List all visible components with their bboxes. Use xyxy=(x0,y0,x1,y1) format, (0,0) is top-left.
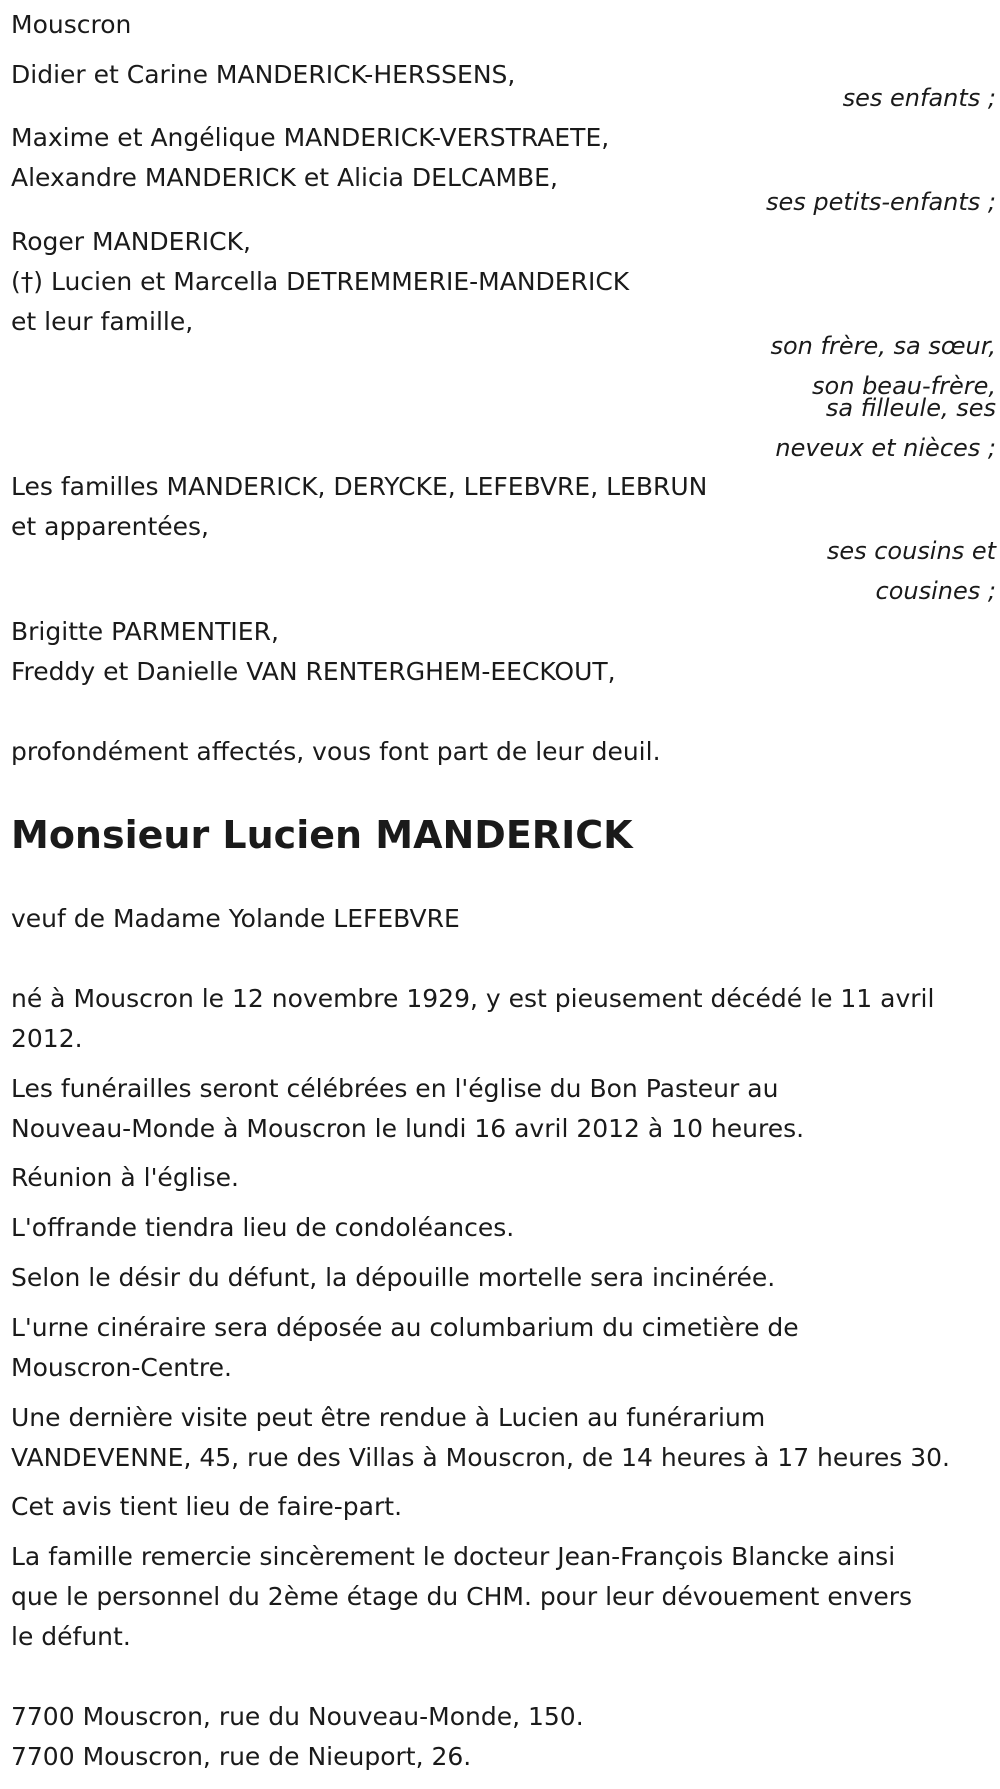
urn-line-1: L'urne cinéraire sera déposée au columbarium du cimetière de xyxy=(11,1313,799,1342)
relation-children: ses enfants ; xyxy=(842,84,996,112)
location-header: Mouscron xyxy=(11,10,132,39)
funeral-line-2: Nouveau-Monde à Mouscron le lundi 16 avril 2012 à 10 heures. xyxy=(11,1114,805,1143)
family-siblings-name-3: et leur famille, xyxy=(11,307,194,336)
family-children-name-1: Didier et Carine MANDERICK-HERSSENS, xyxy=(11,60,516,89)
widower-line: veuf de Madame Yolande LEFEBVRE xyxy=(11,904,460,933)
meeting-line: Réunion à l'église. xyxy=(11,1163,239,1192)
relation-siblings-3: sa filleule, ses xyxy=(825,394,996,422)
funeral-line-1: Les funérailles seront célébrées en l'église du Bon Pasteur au xyxy=(11,1074,779,1103)
deceased-name: Monsieur Lucien MANDERICK xyxy=(11,813,633,857)
relation-siblings-2: son beau-frère, xyxy=(812,372,996,400)
thanks-line-2: que le personnel du 2ème étage du CHM. pour leur dévouement envers xyxy=(11,1582,913,1611)
thanks-line-3: le défunt. xyxy=(11,1622,131,1651)
address-line-1: 7700 Mouscron, rue du Nouveau-Monde, 150. xyxy=(11,1702,584,1731)
birth-death-line-2: 2012. xyxy=(11,1024,83,1053)
family-siblings-name-1: Roger MANDERICK, xyxy=(11,227,251,256)
family-grandchildren-name-2: Alexandre MANDERICK et Alicia DELCAMBE, xyxy=(11,163,558,192)
cremation-line: Selon le désir du défunt, la dépouille mortelle sera incinérée. xyxy=(11,1263,776,1292)
family-siblings-name-2: (†) Lucien et Marcella DETREMMERIE-MANDERICK xyxy=(11,267,630,296)
visit-line-2: VANDEVENNE, 45, rue des Villas à Mouscron, de 14 heures à 17 heures 30. xyxy=(11,1443,950,1472)
family-grandchildren-name-1: Maxime et Angélique MANDERICK-VERSTRAETE, xyxy=(11,123,610,152)
visit-line-1: Une dernière visite peut être rendue à Lucien au funérarium xyxy=(11,1403,766,1432)
relation-cousins-1: ses cousins et xyxy=(826,537,996,565)
relation-siblings-1: son frère, sa sœur, xyxy=(770,332,996,360)
relation-cousins-2: cousines ; xyxy=(875,577,996,605)
birth-death-line-1: né à Mouscron le 12 novembre 1929, y est pieusement décédé le 11 avril xyxy=(11,984,935,1013)
relation-grandchildren: ses petits-enfants ; xyxy=(765,188,996,216)
family-others-name-1: Brigitte PARMENTIER, xyxy=(11,617,279,646)
thanks-line-1: La famille remercie sincèrement le docteur Jean-François Blancke ainsi xyxy=(11,1542,896,1571)
family-cousins-name-2: et apparentées, xyxy=(11,512,209,541)
notice-line: Cet avis tient lieu de faire-part. xyxy=(11,1492,403,1521)
offering-line: L'offrande tiendra lieu de condoléances. xyxy=(11,1213,515,1242)
announcement-text: profondément affectés, vous font part de leur deuil. xyxy=(11,737,661,766)
family-others-name-2: Freddy et Danielle VAN RENTERGHEM-EECKOUT, xyxy=(11,657,616,686)
address-line-2: 7700 Mouscron, rue de Nieuport, 26. xyxy=(11,1742,472,1771)
relation-siblings-4: neveux et nièces ; xyxy=(775,434,996,462)
family-cousins-name-1: Les familles MANDERICK, DERYCKE, LEFEBVRE, LEBRUN xyxy=(11,472,708,501)
urn-line-2: Mouscron-Centre. xyxy=(11,1353,232,1382)
